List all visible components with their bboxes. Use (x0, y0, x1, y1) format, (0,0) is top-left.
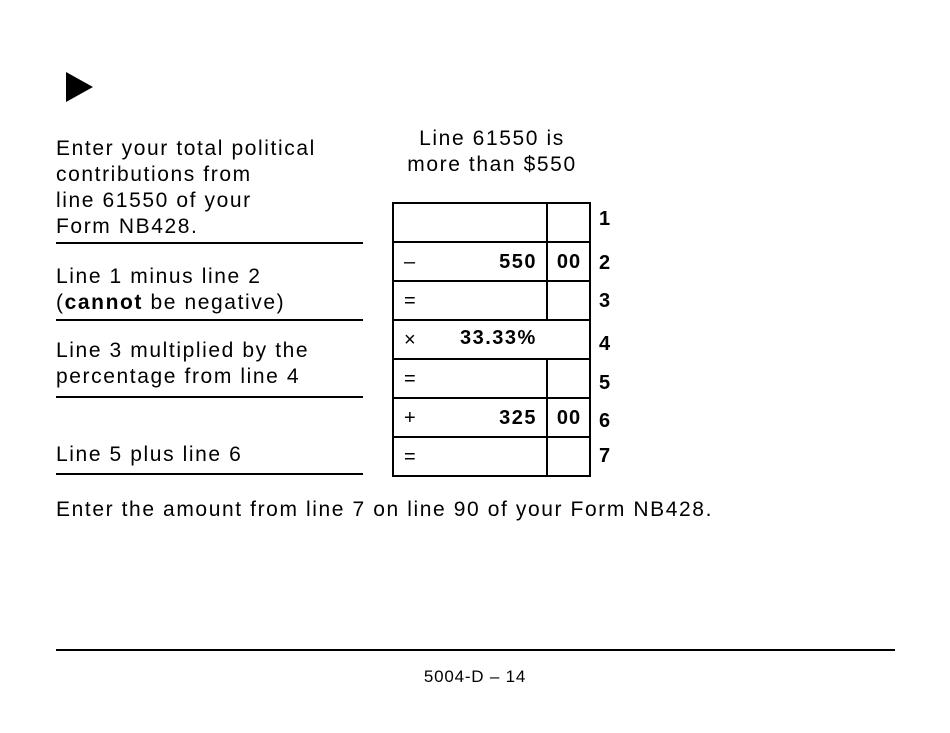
cents-divider (546, 360, 548, 397)
equals-symbol: = (404, 290, 416, 312)
line2-amount-field (392, 241, 591, 282)
cents-divider (546, 282, 548, 319)
line2-number: 2 (599, 252, 611, 274)
line7-label-rule (56, 473, 363, 475)
column-header-line-1: Line 61550 is (419, 127, 565, 150)
line1-label-text-3: line 61550 of your (56, 189, 252, 212)
line1-label-text-4: Form NB428. (56, 215, 199, 238)
line3-number: 3 (599, 290, 611, 312)
instruction-text: Enter the amount from line 7 on line 90 of your Form NB428. (56, 498, 714, 521)
line7-number: 7 (599, 445, 611, 467)
line3-paren: ( (56, 291, 65, 314)
line3-label-text-2 (56, 290, 285, 316)
minus-symbol: – (404, 251, 416, 273)
line6-amount-field (392, 397, 591, 438)
multiply-symbol: × (404, 329, 416, 351)
line3-label-rule (56, 319, 363, 321)
cents-divider (546, 438, 548, 475)
line3-label-text-1: Line 1 minus line 2 (56, 265, 262, 288)
line1-number: 1 (599, 208, 611, 230)
line6-cents: 00 (556, 407, 582, 429)
line1-label-rule (56, 242, 363, 244)
footer-rule (56, 649, 895, 651)
cents-divider (546, 399, 548, 436)
right-triangle-arrow-icon (66, 72, 93, 102)
line4-percentage: 33.33% (460, 327, 537, 349)
page-number: 5004-D – 14 (423, 667, 527, 686)
line5-number: 5 (599, 372, 611, 394)
cents-divider (546, 204, 548, 241)
line5-label-rule (56, 396, 363, 398)
line2-dollars: 550 (499, 251, 537, 273)
line6-number: 6 (599, 410, 611, 432)
line4-rate-field (392, 319, 591, 360)
line4-number: 4 (599, 333, 611, 355)
line1-label-text-1: Enter your total political (56, 137, 316, 160)
line3-bold-word: cannot (64, 291, 144, 314)
line7-amount-field[interactable] (392, 436, 591, 477)
line3-rest: be negative) (143, 291, 286, 314)
line5-label (56, 338, 309, 390)
line1-label-text-2: contributions from (56, 163, 252, 186)
line3-label (56, 264, 285, 316)
column-header-line-2: more than $550 (407, 153, 577, 176)
plus-symbol: + (404, 407, 416, 429)
line5-label-text-2: percentage from line 4 (56, 365, 301, 388)
line2-cents: 00 (556, 251, 582, 273)
line3-amount-field[interactable] (392, 280, 591, 321)
line7-label: Line 5 plus line 6 (56, 443, 243, 466)
equals-symbol: = (404, 446, 416, 468)
cents-divider (546, 243, 548, 280)
equals-symbol: = (404, 368, 416, 390)
line5-amount-field[interactable] (392, 358, 591, 399)
line5-label-text-1: Line 3 multiplied by the (56, 339, 310, 362)
line1-label (56, 136, 316, 240)
column-header (392, 126, 592, 178)
line6-dollars: 325 (499, 407, 537, 429)
line1-amount-field[interactable] (392, 202, 591, 243)
